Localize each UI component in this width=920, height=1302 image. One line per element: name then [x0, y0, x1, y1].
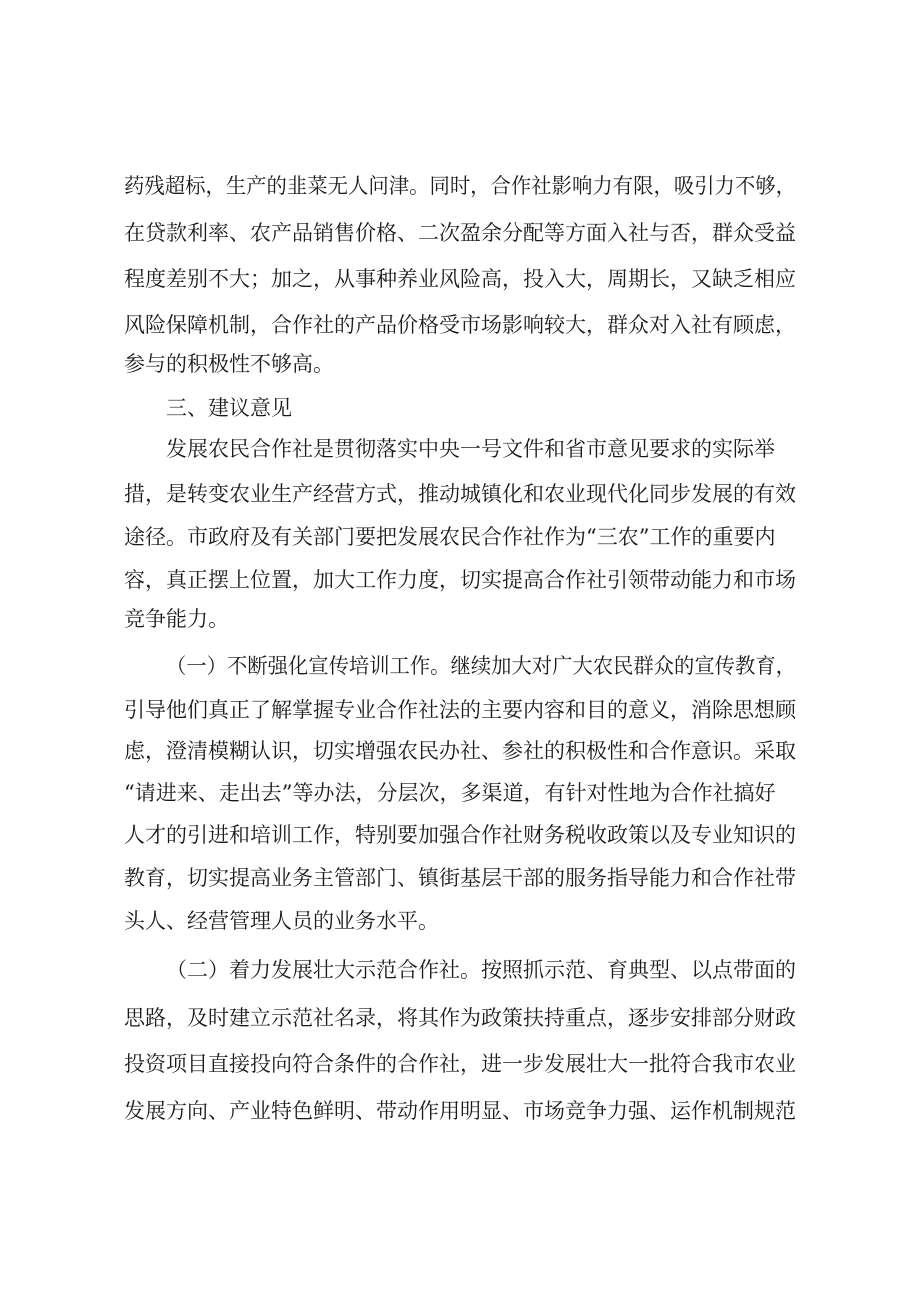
paragraph-line: 措，是转变农业生产经营方式，推动城镇化和农业现代化同步发展的有效: [124, 482, 796, 506]
paragraph-line: 头人、经营管理人员的业务水平。: [124, 909, 439, 933]
subsection-heading: （一）不断强化宣传培训工作。继续加大对广大农民群众的宣传教育，: [166, 654, 796, 678]
paragraph-line: 思路，及时建立示范社名录，将其作为政策扶持重点，逐步安排部分财政: [124, 1006, 796, 1030]
paragraph-line: 参与的积极性不够高。: [124, 352, 334, 376]
paragraph-line: 引导他们真正了解掌握专业合作社法的主要内容和目的意义，消除思想顾: [124, 698, 796, 722]
paragraph-line: 在贷款利率、农产品销售价格、二次盈余分配等方面入社与否，群众受益: [124, 221, 796, 245]
paragraph-line: 程度差别不大；加之，从事种养业风险高，投入大，周期长，又缺乏相应: [124, 267, 796, 291]
paragraph-line: 教育，切实提高业务主管部门、镇街基层干部的服务指导能力和合作社带: [124, 866, 796, 890]
paragraph-line: “请进来、走出去”等办法，分层次，多渠道，有针对性地为合作社搞好: [124, 781, 776, 805]
paragraph-line: 人才的引进和培训工作，特别要加强合作社财务税收政策以及专业知识的: [124, 823, 796, 847]
paragraph-line: 药残超标，生产的韭菜无人问津。同时，合作社影响力有限，吸引力不够，: [124, 174, 797, 198]
paragraph-line: 容，真正摆上位置，加大工作力度，切实提高合作社引领带动能力和市场: [124, 568, 796, 592]
paragraph-line: 发展方向、产业特色鲜明、带动作用明显、市场竞争力强、运作机制规范: [124, 1099, 796, 1123]
paragraph-line: 发展农民合作社是贯彻落实中央一号文件和省市意见要求的实际举: [166, 437, 775, 461]
paragraph-line: 虑，澄清模糊认识，切实增强农民办社、参社的积极性和合作意识。采取: [124, 739, 796, 763]
paragraph-line: 竞争能力。: [124, 607, 229, 631]
paragraph-line: 投资项目直接投向符合条件的合作社，进一步发展壮大一批符合我市农业: [124, 1052, 796, 1076]
paragraph-line: 途径。市政府及有关部门要把发展农民合作社作为“三农”工作的重要内: [124, 525, 776, 549]
section-heading: 三、建议意见: [166, 396, 292, 420]
paragraph-line: 风险保障机制，合作社的产品价格受市场影响较大，群众对入社有顾虑，: [124, 313, 796, 337]
subsection-heading: （二）着力发展壮大示范合作社。按照抓示范、育典型、以点带面的: [166, 958, 796, 982]
